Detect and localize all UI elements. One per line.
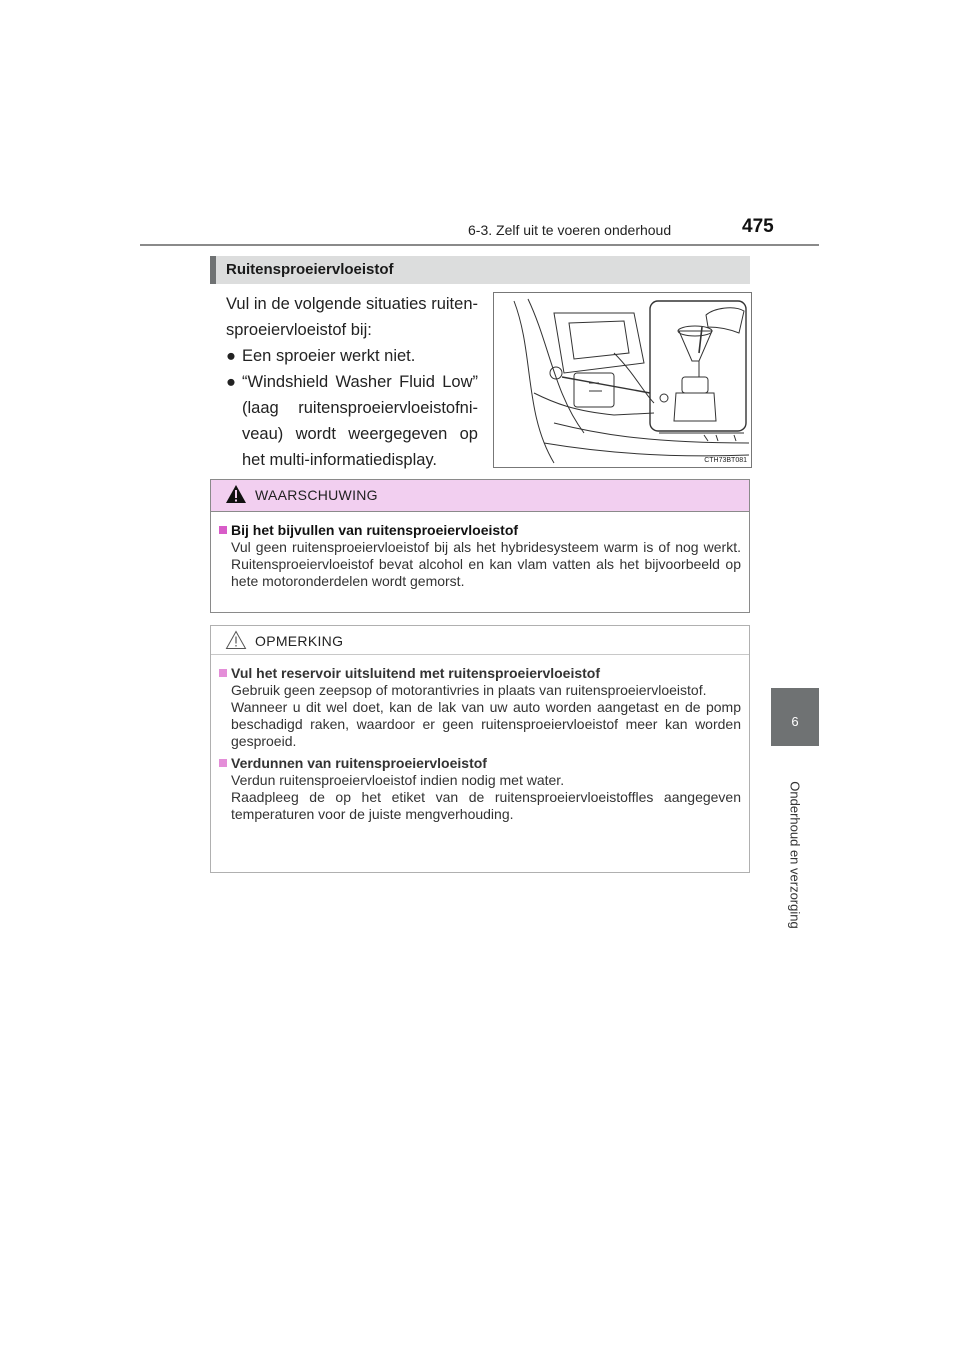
chapter-tab (771, 688, 819, 746)
warning-header (211, 480, 749, 512)
warning-title: WAARSCHUWING (255, 487, 378, 503)
header-divider (140, 244, 819, 246)
section-heading-bar (210, 256, 216, 284)
section-intro (226, 291, 478, 473)
note-item-title: Verdunnen van ruitensproeiervloeistof (219, 755, 741, 772)
bullet-text: “Windshield Washer Fluid Low” (laag ruitensproeiervloeistofniveau) wordt weergegeven op het multi-informatiedisplay. (242, 373, 478, 469)
note-header (211, 626, 749, 655)
chapter-number: 6 (791, 714, 799, 729)
figure-code: CTH73BT081 (704, 457, 747, 464)
warning-box (210, 479, 750, 613)
note-item-text: Verdun ruitensproeiervloeistof indien nodig met water. Raadpleeg de op het etiket van de ruitensproeiervloeistoffles aangegeven temperaturen voor de juiste mengverhouding. (231, 772, 741, 822)
intro-paragraph: Vul in de volgende situaties ruitensproeiervloeistof bij: (226, 295, 478, 339)
warning-item-text: Vul geen ruitensproeiervloeistof bij als het hybridesysteem warm is of nog werkt. Ruitensproeiervloeistof bevat alcohol en kan vlam vatten als het bijvoorbeeld op hete motoronderdelen wordt gemorst. (231, 539, 741, 589)
engine-bay-drawing-icon (494, 293, 751, 467)
bullet-text: Een sproeier werkt niet. (242, 347, 416, 365)
chapter-title: Onderhoud en verzorging (787, 781, 803, 929)
note-body (211, 655, 749, 823)
bullet-icon: ● (226, 347, 236, 365)
square-bullet-icon (219, 759, 227, 767)
bullet-icon: ● (226, 373, 236, 391)
bullet-item (226, 343, 478, 369)
page-number: 475 (742, 216, 774, 237)
note-item-title: Vul het reservoir uitsluitend met ruitensproeiervloeistof (219, 665, 741, 682)
section-heading (210, 256, 750, 284)
running-header-section: 6-3. Zelf uit te voeren onderhoud (468, 222, 672, 238)
warning-item-title: Bij het bijvullen van ruitensproeiervloeistof (219, 522, 741, 539)
note-box (210, 625, 750, 873)
section-heading-label: Ruitensproeiervloeistof (226, 261, 394, 278)
warning-body (211, 512, 749, 590)
square-bullet-icon (219, 526, 227, 534)
note-title: OPMERKING (255, 633, 344, 649)
warning-triangle-icon (225, 484, 247, 504)
square-bullet-icon (219, 669, 227, 677)
note-item-text: Gebruik geen zeepsop of motorantivries in plaats van ruitensproeiervloeistof. Wanneer u dit wel doet, kan de lak van uw auto worden aangetast en de pomp beschadigd raken, waardoor er geen ruitensproeiervloeistof meer kan worden gesproeid. (231, 682, 741, 749)
caution-triangle-icon (225, 630, 247, 650)
bullet-item (226, 369, 478, 473)
washer-fluid-illustration (493, 292, 752, 468)
